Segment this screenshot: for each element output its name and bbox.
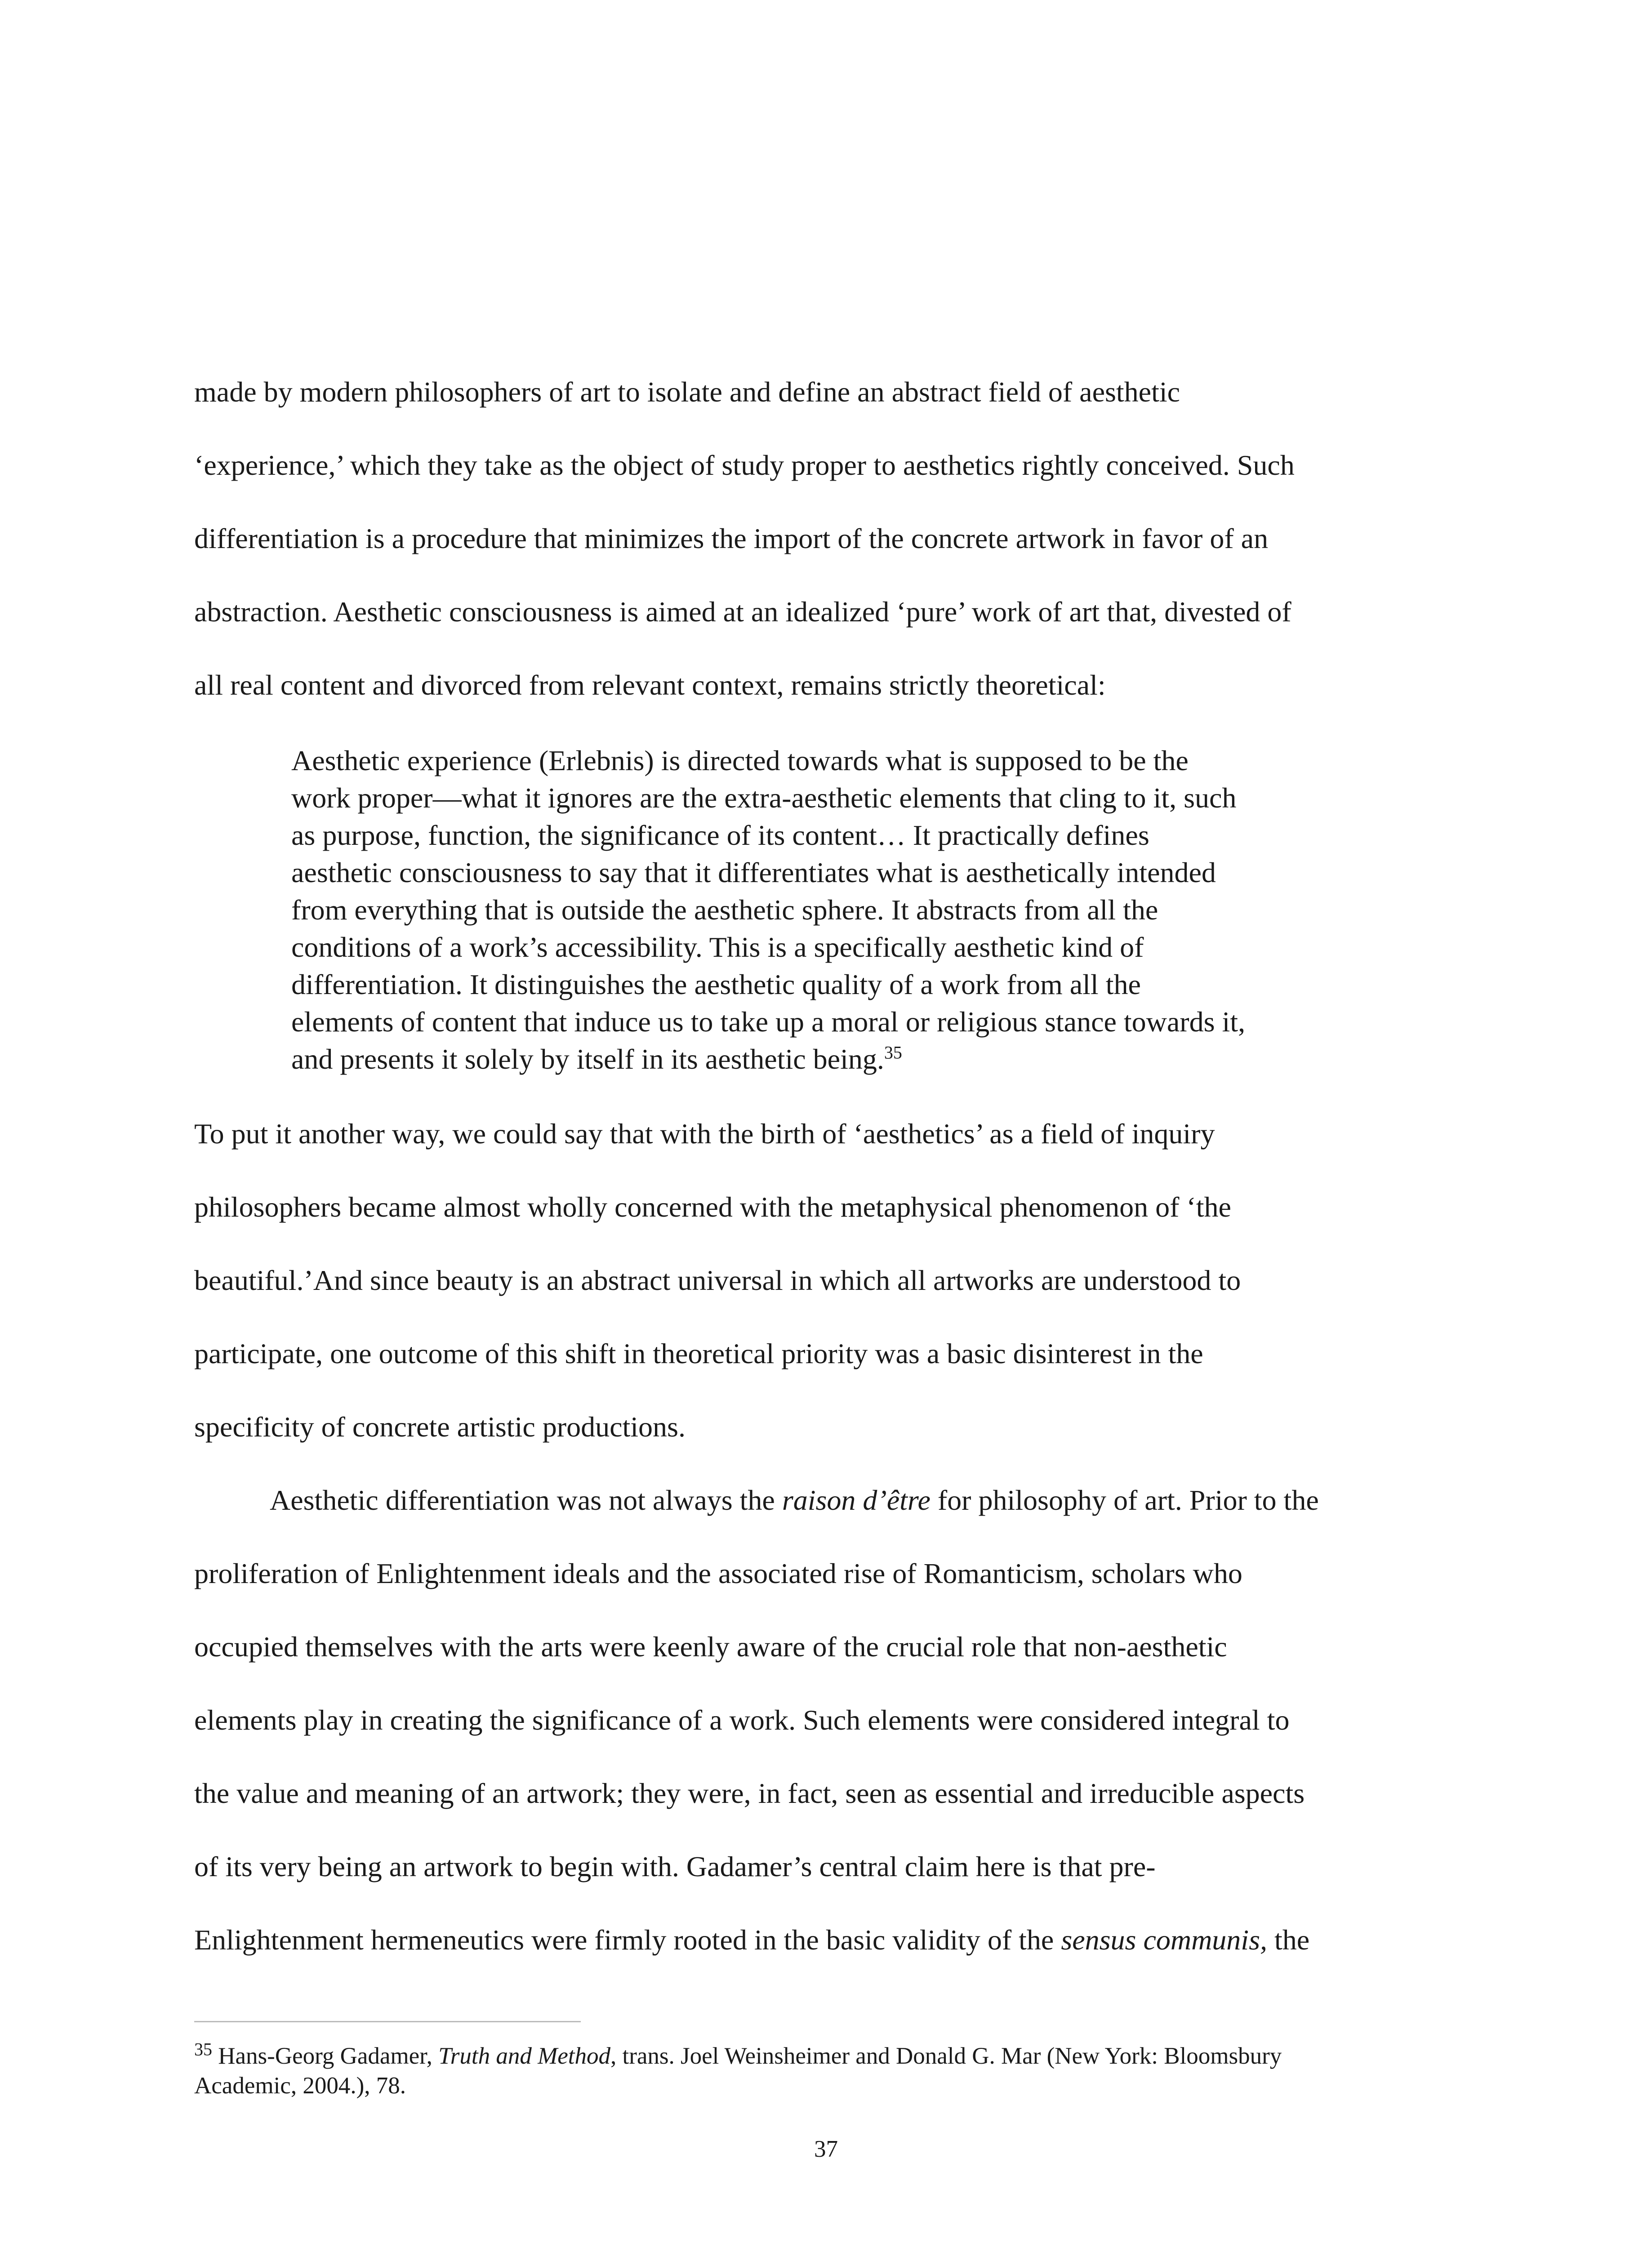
text-line: proliferation of Enlightenment ideals and the associated rise of Romanticism, scholars who	[194, 1557, 1242, 1589]
text-line: of its very being an artwork to begin with. Gadamer’s central claim here is that pre-	[194, 1851, 1156, 1882]
text-line: abstraction. Aesthetic consciousness is aimed at an idealized ‘pure’ work of art that, divested of	[194, 596, 1291, 628]
text-line: philosophers became almost wholly concerned with the metaphysical phenomenon of ‘the	[194, 1191, 1231, 1223]
footnote-marker[interactable]: 35	[884, 1042, 902, 1063]
quote-line: work proper—what it ignores are the extra-aesthetic elements that cling to it, such	[291, 782, 1237, 814]
quote-line-last	[291, 1040, 1388, 1078]
text-span: Enlightenment hermeneutics were firmly rooted in the basic validity of the	[194, 1924, 1061, 1956]
footnote	[194, 2041, 1480, 2101]
text-span: for philosophy of art. Prior to the	[930, 1484, 1319, 1516]
footnote-line	[194, 2041, 1480, 2071]
text-span: Aesthetic differentiation was not always the	[270, 1484, 782, 1516]
text-line: specificity of concrete artistic productions.	[194, 1411, 686, 1443]
text-line: differentiation is a procedure that minimizes the import of the concrete artwork in favor of an	[194, 522, 1269, 554]
quote-line: Aesthetic experience (Erlebnis) is directed towards what is supposed to be the	[291, 745, 1189, 776]
quote-line: as purpose, function, the significance of its content… It practically defines	[291, 819, 1149, 851]
quote-line: conditions of a work’s accessibility. This is a specifically aesthetic kind of	[291, 931, 1144, 963]
footnote-number: 35	[194, 2039, 212, 2060]
text-span: , trans. Joel Weinsheimer and Donald G. Mar (New York: Bloomsbury	[610, 2043, 1282, 2069]
text-line: made by modern philosophers of art to isolate and define an abstract field of aesthetic	[194, 376, 1180, 408]
italic-phrase: sensus communis,	[1061, 1924, 1267, 1956]
text-span: the	[1267, 1924, 1310, 1956]
footnote-divider	[194, 2021, 581, 2022]
text-line: occupied themselves with the arts were keenly aware of the crucial role that non-aesthetic	[194, 1631, 1227, 1663]
quote-line: aesthetic consciousness to say that it differentiates what is aesthetically intended	[291, 856, 1216, 888]
footnote-line: Academic, 2004.), 78.	[194, 2073, 406, 2099]
intro-paragraph	[194, 355, 1462, 722]
body-after-quote	[194, 1097, 1462, 1976]
block-quote	[291, 742, 1388, 1078]
text-line: the value and meaning of an artwork; they were, in fact, seen as essential and irreducible aspects	[194, 1777, 1305, 1809]
page-number: 37	[814, 2136, 838, 2162]
text-line: ‘experience,’ which they take as the object of study proper to aesthetics rightly conceived. Such	[194, 449, 1295, 481]
quote-line: differentiation. It distinguishes the aesthetic quality of a work from all the	[291, 968, 1141, 1000]
italic-phrase: raison d’être	[782, 1484, 931, 1516]
text-line: all real content and divorced from relevant context, remains strictly theoretical:	[194, 669, 1106, 701]
text-line: beautiful.’And since beauty is an abstract universal in which all artworks are understood to	[194, 1264, 1241, 1296]
text-line	[194, 1903, 1462, 1976]
quote-line: elements of content that induce us to take up a moral or religious stance towards it,	[291, 1006, 1246, 1038]
book-title: Truth and Method	[438, 2043, 610, 2069]
text-line: elements play in creating the significance of a work. Such elements were considered integral to	[194, 1704, 1290, 1736]
quote-text: and presents it solely by itself in its aesthetic being.	[291, 1043, 884, 1075]
paragraph-first-line	[194, 1463, 1462, 1537]
quote-line: from everything that is outside the aesthetic sphere. It abstracts from all the	[291, 894, 1158, 926]
text-line: To put it another way, we could say that with the birth of ‘aesthetics’ as a field of inquiry	[194, 1118, 1215, 1150]
text-line: participate, one outcome of this shift in theoretical priority was a basic disinterest in the	[194, 1338, 1203, 1369]
text-span: Hans-Georg Gadamer,	[212, 2043, 439, 2069]
